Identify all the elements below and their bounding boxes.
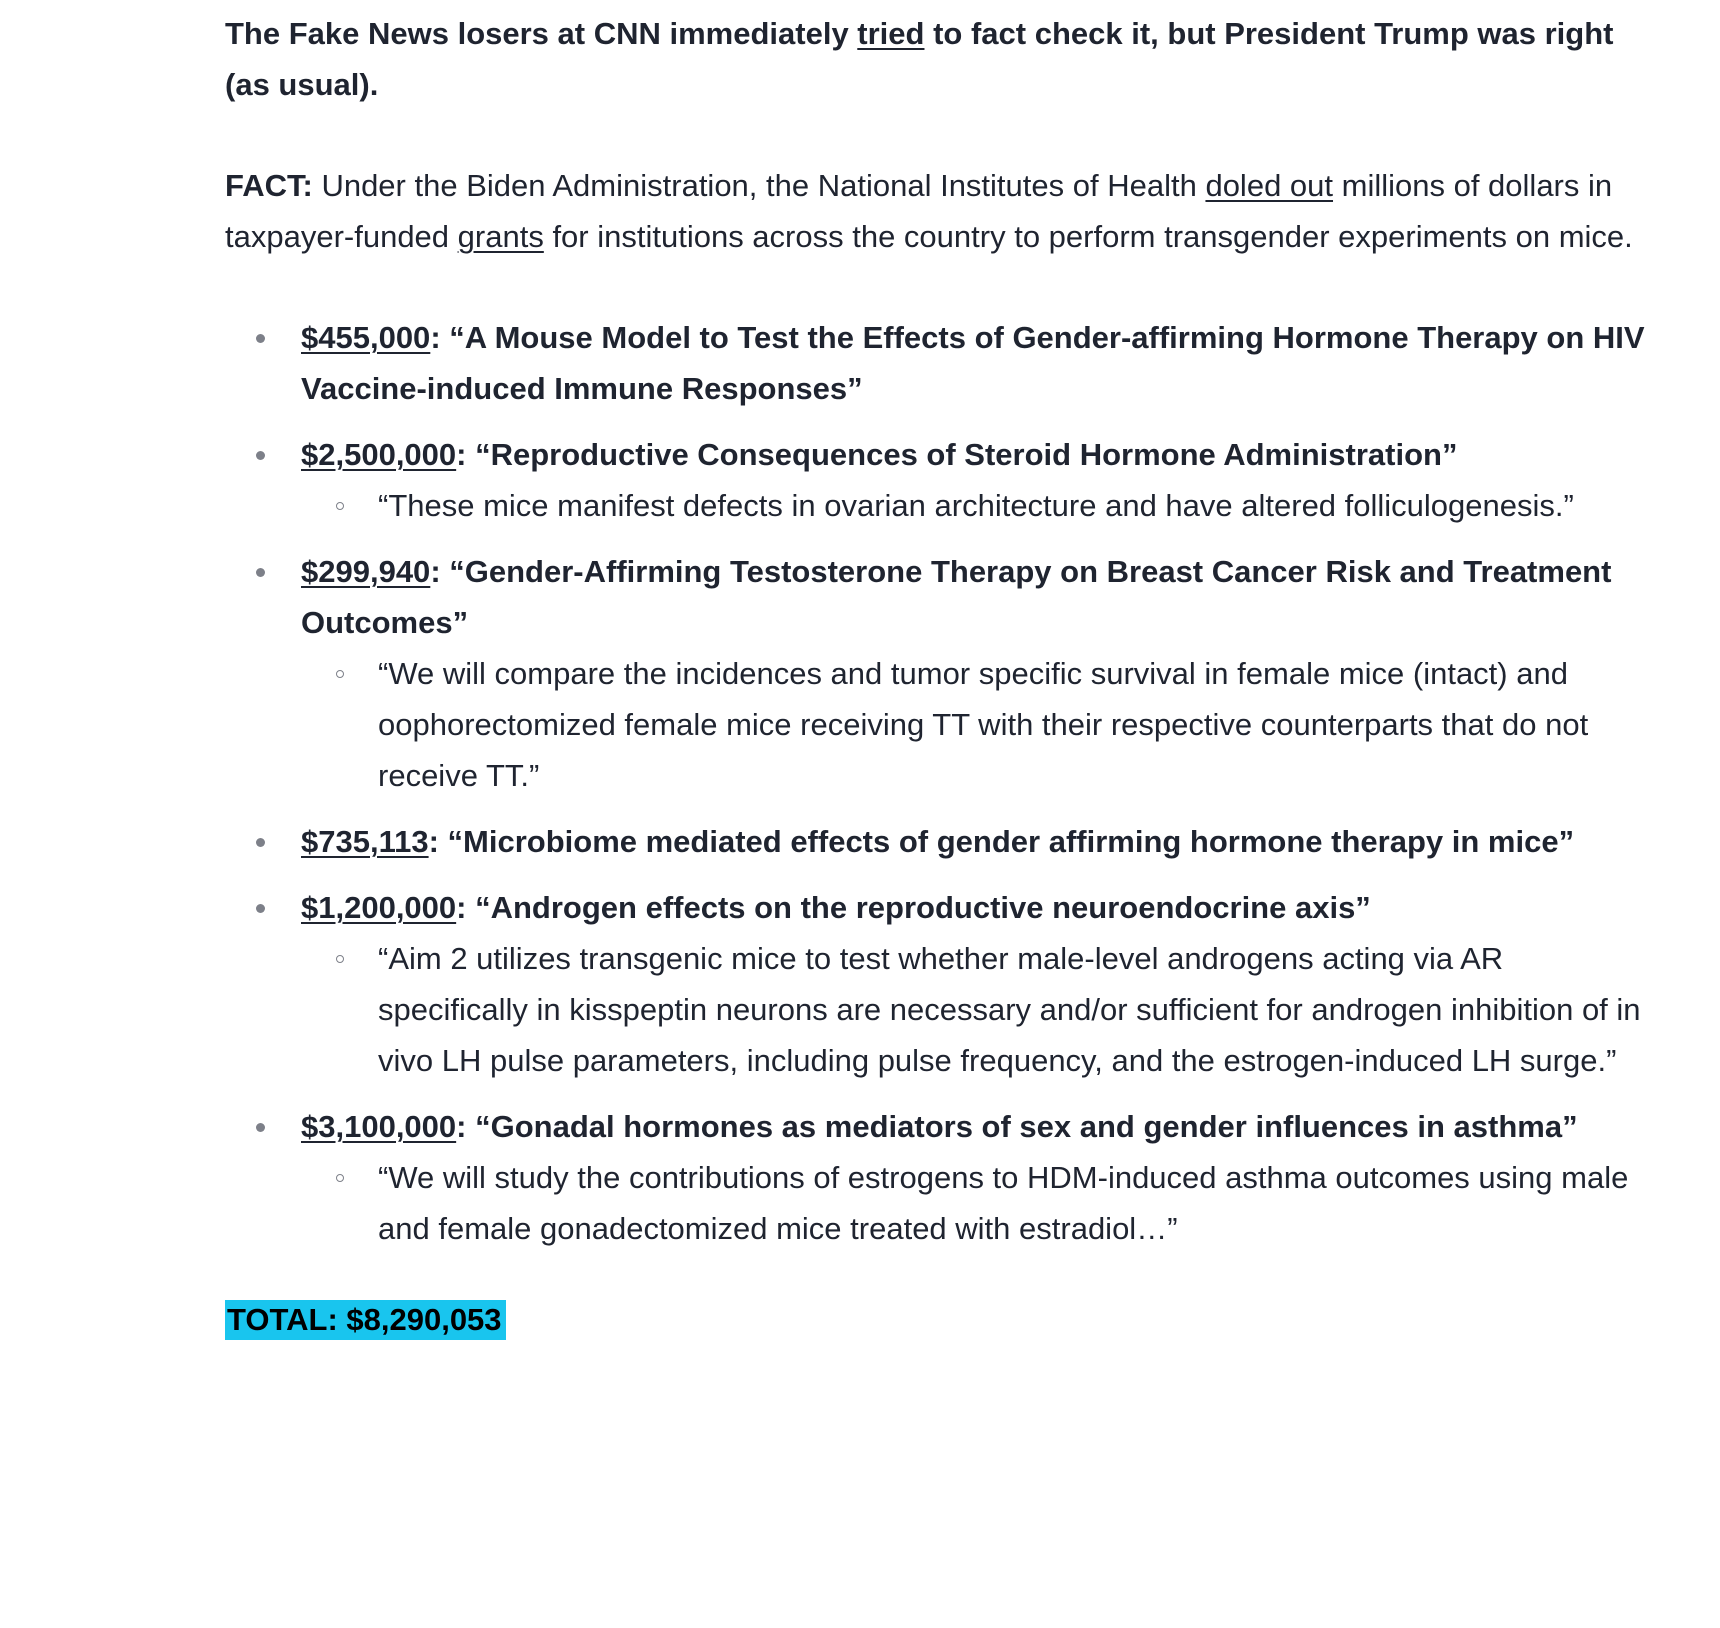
fact-paragraph [225, 160, 1645, 262]
grant-quote-text: “Aim 2 utilizes transgenic mice to test whether male-level androgens acting via AR specifically in kisspeptin neurons are necessary and/or sufficient for androgen inhibition of in vivo LH pulse parameters, including pulse frequency, and the estrogen-induced LH surge.” [378, 941, 1641, 1078]
grant-item [301, 882, 1645, 1086]
grant-quote-text: “We will compare the incidences and tumor specific survival in female mice (intact) and oophorectomized female mice receiving TT with their respective counterparts that do not receive TT.” [378, 656, 1589, 793]
quote-list [301, 1152, 1645, 1254]
grant-quote [378, 648, 1645, 801]
grant-heading [301, 890, 1371, 925]
grant-quote [378, 480, 1645, 531]
bullet-icon [256, 451, 265, 460]
grant-amount-link[interactable]: $455,000 [301, 320, 431, 355]
circle-bullet-icon [336, 1174, 344, 1182]
grant-heading [301, 554, 1611, 640]
quote-list [301, 480, 1645, 531]
circle-bullet-icon [336, 670, 344, 678]
lead-text-after: to fact check it, but President Trump was right (as usual). [225, 16, 1614, 102]
lead-text-before: The Fake News losers at CNN immediately [225, 16, 858, 51]
grant-quote-text: “We will study the contributions of estrogens to HDM-induced asthma outcomes using male and female gonadectomized mice treated with estradiol…” [378, 1160, 1629, 1246]
grant-amount-link[interactable]: $2,500,000 [301, 437, 457, 472]
grants-link[interactable]: grants [457, 219, 544, 254]
circle-bullet-icon [336, 955, 344, 963]
tried-link[interactable]: tried [857, 16, 925, 51]
grant-item [301, 429, 1645, 531]
grant-amount-link[interactable]: $3,100,000 [301, 1109, 457, 1144]
grant-title: : “Gonadal hormones as mediators of sex and gender influences in asthma” [456, 1109, 1578, 1144]
grant-title: : “Androgen effects on the reproductive neuroendocrine axis” [456, 890, 1371, 925]
fact-text-2: millions of dollars in taxpayer-funded [225, 168, 1613, 254]
grant-item [301, 816, 1645, 867]
bullet-icon [256, 334, 265, 343]
grant-quote-text: “These mice manifest defects in ovarian architecture and have altered folliculogenesis.” [378, 488, 1574, 523]
grant-heading [301, 824, 1574, 859]
grant-amount-link[interactable]: $299,940 [301, 554, 431, 589]
grant-title: : “Microbiome mediated effects of gender affirming hormone therapy in mice” [428, 824, 1575, 859]
fact-text-3: for institutions across the country to perform transgender experiments on mice. [543, 219, 1633, 254]
circle-bullet-icon [336, 502, 344, 510]
lead-paragraph [225, 8, 1645, 110]
grant-quote [378, 1152, 1645, 1254]
fact-label: FACT: [225, 168, 313, 203]
grant-title: : “Reproductive Consequences of Steroid Hormone Administration” [456, 437, 1458, 472]
grant-heading [301, 320, 1645, 406]
grants-list [225, 312, 1645, 1254]
bullet-icon [256, 904, 265, 913]
grant-quote [378, 933, 1645, 1086]
quote-list [301, 648, 1645, 801]
grant-heading [301, 437, 1457, 472]
grant-amount-link[interactable]: $1,200,000 [301, 890, 457, 925]
bullet-icon [256, 568, 265, 577]
total-section [225, 1294, 1645, 1345]
grant-heading [301, 1109, 1578, 1144]
grant-title: : “A Mouse Model to Test the Effects of Gender-affirming Hormone Therapy on HIV Vaccine-induced Immune Responses” [301, 320, 1645, 406]
grant-item [301, 1101, 1645, 1254]
bullet-icon [256, 838, 265, 847]
grant-item [301, 546, 1645, 801]
grant-title: : “Gender-Affirming Testosterone Therapy on Breast Cancer Risk and Treatment Outcomes” [301, 554, 1612, 640]
total-highlight: TOTAL: $8,290,053 [225, 1300, 506, 1340]
grant-item [301, 312, 1645, 414]
doled-out-link[interactable]: doled out [1205, 168, 1334, 203]
quote-list [301, 933, 1645, 1086]
bullet-icon [256, 1123, 265, 1132]
grant-amount-link[interactable]: $735,113 [301, 824, 429, 859]
fact-text-1: Under the Biden Administration, the National Institutes of Health [312, 168, 1206, 203]
article-body [225, 8, 1645, 1345]
